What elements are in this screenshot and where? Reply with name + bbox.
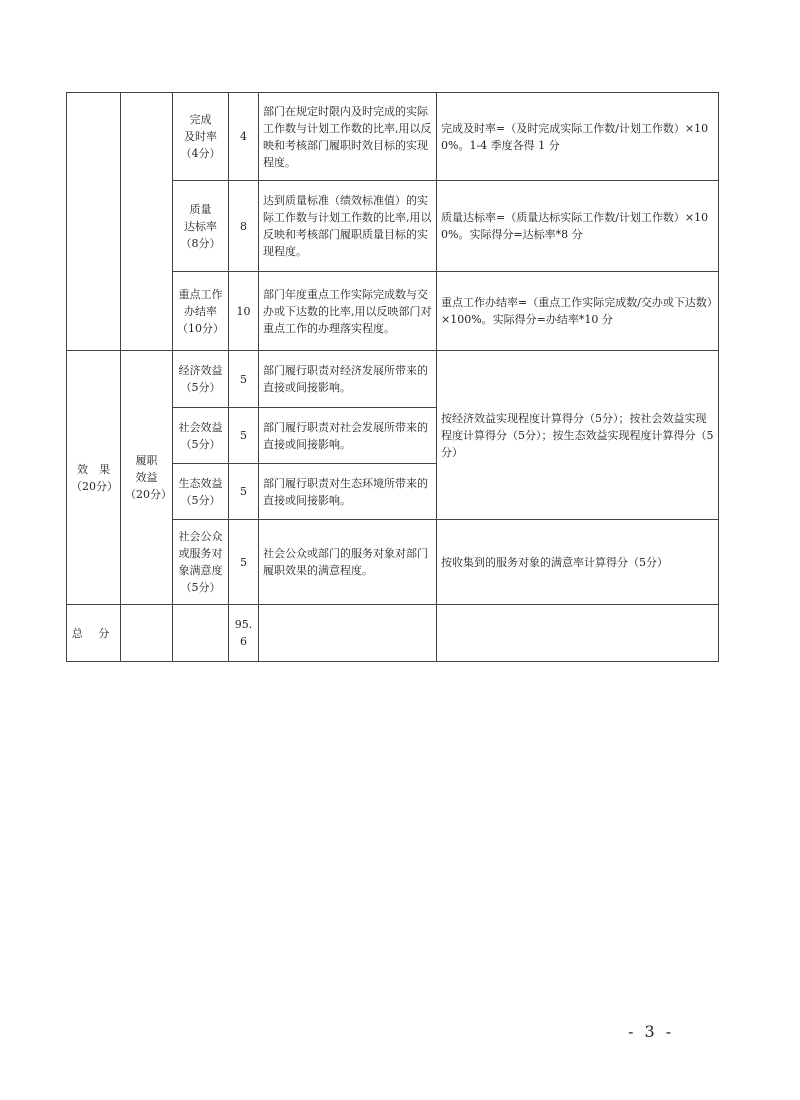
- score-cell: 5: [229, 408, 259, 464]
- table-row: [67, 351, 719, 408]
- description-cell: 部门在规定时限内及时完成的实际工作数与计划工作数的比率,用以反映和考核部门履职时效目标的实现程度。: [259, 93, 437, 181]
- empty-cell: [259, 605, 437, 662]
- method-cell: 重点工作办结率=（重点工作实际完成数/交办或下达数）×100%。实际得分=办结率*10 分: [437, 272, 719, 351]
- method-cell: 按收集到的服务对象的满意率计算得分（5分）: [437, 520, 719, 605]
- description-cell: 达到质量标准（绩效标准值）的实际工作数与计划工作数的比率,用以反映和考核部门履职质量目标的实现程度。: [259, 181, 437, 272]
- score-cell: 5: [229, 464, 259, 520]
- category-cell-empty: [67, 93, 121, 351]
- indicator-cell: 生态效益 （5分）: [173, 464, 229, 520]
- performance-score-table: [66, 92, 719, 662]
- method-cell: 完成及时率=（及时完成实际工作数/计划工作数）×100%。1-4 季度各得 1 分: [437, 93, 719, 181]
- page-number: - 3 -: [628, 1022, 675, 1041]
- score-cell: 10: [229, 272, 259, 351]
- indicator-cell: 质量 达标率 （8分）: [173, 181, 229, 272]
- description-cell: 部门履行职责对社会发展所带来的直接或间接影响。: [259, 408, 437, 464]
- total-score: 95.6: [229, 605, 259, 662]
- method-cell: 质量达标率=（质量达标实际工作数/计划工作数）×100%。实际得分=达标率*8 分: [437, 181, 719, 272]
- merged-method-cell: 按经济效益实现程度计算得分（5分）；按社会效益实现程度计算得分（5分）；按生态效益实现程度计算得分（5分）: [437, 351, 719, 520]
- subcategory-performance-benefit: 履职 效益 （20分）: [121, 351, 173, 605]
- score-cell: 5: [229, 520, 259, 605]
- empty-cell: [121, 605, 173, 662]
- empty-cell: [173, 605, 229, 662]
- indicator-cell: 社会效益 （5分）: [173, 408, 229, 464]
- indicator-cell: 社会公众 或服务对 象满意度 （5分）: [173, 520, 229, 605]
- description-cell: 部门年度重点工作实际完成数与交办或下达数的比率,用以反映部门对重点工作的办理落实程度。: [259, 272, 437, 351]
- score-cell: 5: [229, 351, 259, 408]
- total-label: 总 分: [67, 605, 121, 662]
- description-cell: 部门履行职责对生态环境所带来的直接或间接影响。: [259, 464, 437, 520]
- indicator-cell: 重点工作 办结率 （10分）: [173, 272, 229, 351]
- subcategory-cell-empty: [121, 93, 173, 351]
- total-row: [67, 605, 719, 662]
- table-row: [67, 93, 719, 181]
- score-cell: 4: [229, 93, 259, 181]
- category-effect: 效 果 （20分）: [67, 351, 121, 605]
- score-cell: 8: [229, 181, 259, 272]
- empty-cell: [437, 605, 719, 662]
- indicator-cell: 完成 及时率 （4分）: [173, 93, 229, 181]
- description-cell: 部门履行职责对经济发展所带来的直接或间接影响。: [259, 351, 437, 408]
- indicator-cell: 经济效益 （5分）: [173, 351, 229, 408]
- description-cell: 社会公众或部门的服务对象对部门履职效果的满意程度。: [259, 520, 437, 605]
